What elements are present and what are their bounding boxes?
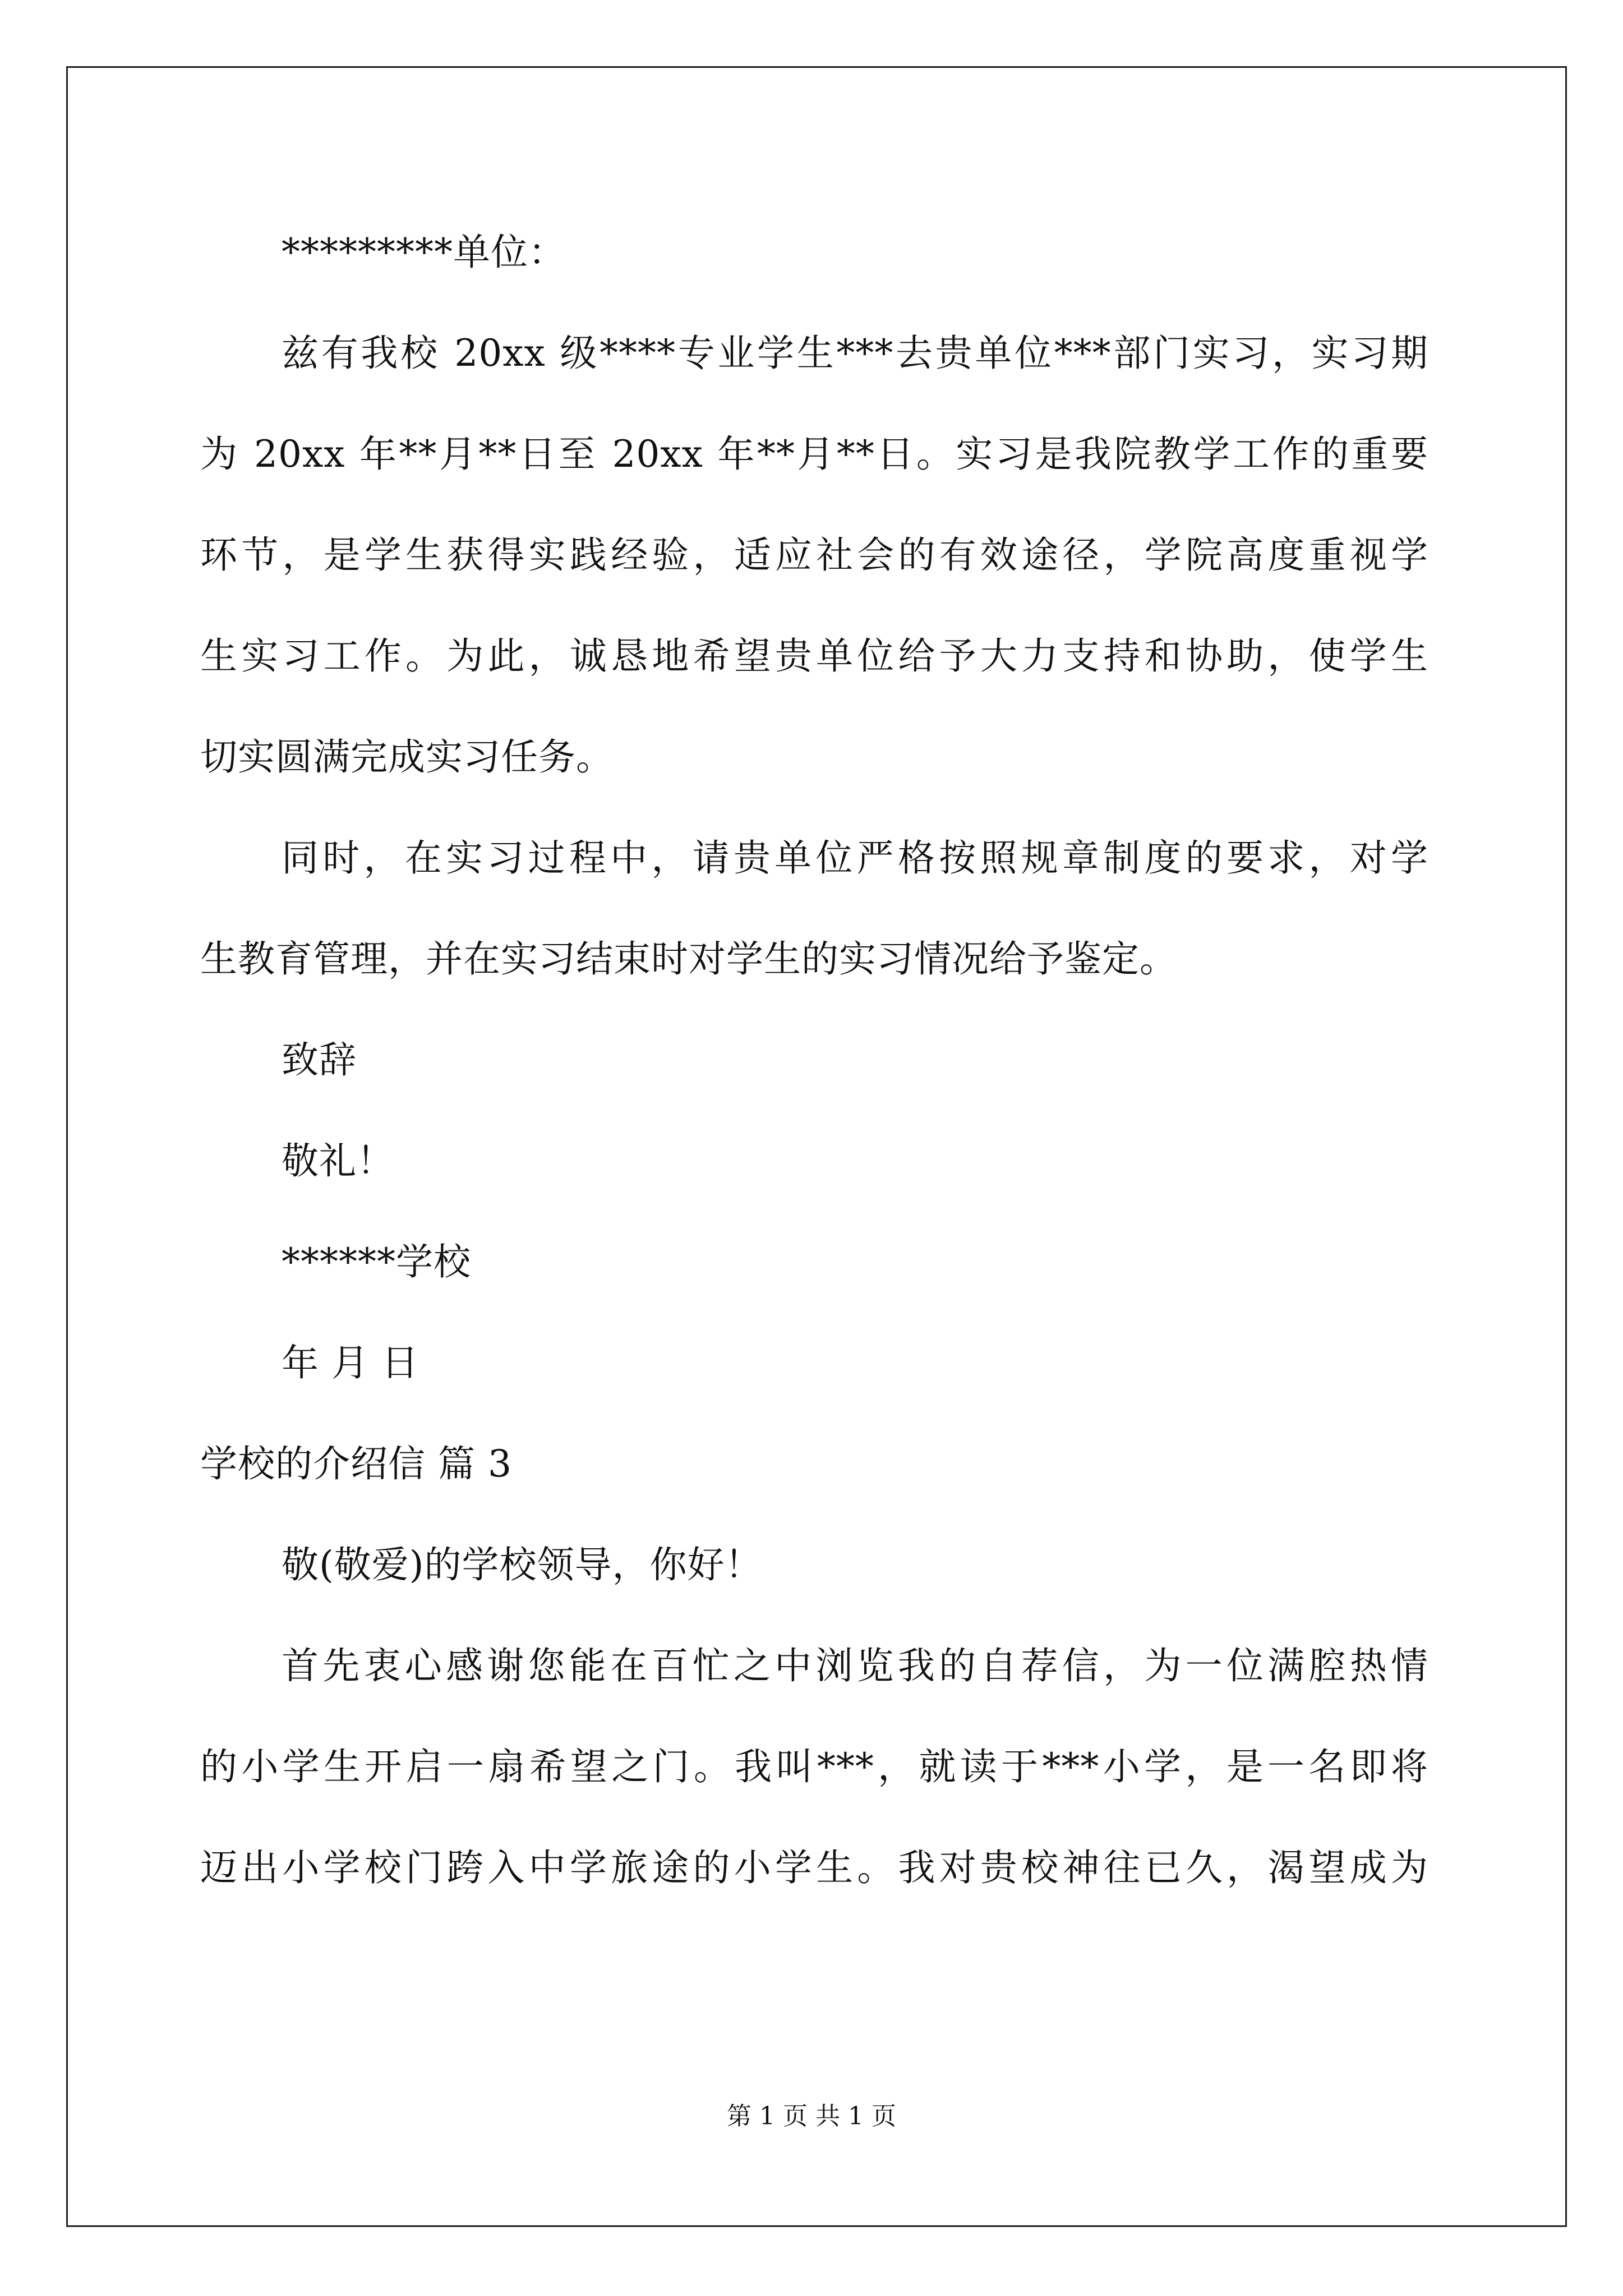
page-number-footer: 第 1 页 共 1 页 <box>727 2102 896 2131</box>
paragraph-line: 切实圆满完成实习任务。 <box>200 735 614 779</box>
paragraph-line: 首先衷心感谢您能在百忙之中浏览我的自荐信，为一位满腔热情 <box>282 1644 1428 1687</box>
closing-line: 敬礼！ <box>282 1139 394 1182</box>
paragraph-line: 生教育管理，并在实习结束时对学生的实习情况给予鉴定。 <box>200 937 1177 981</box>
paragraph-line: 为 20xx 年**月**日至 20xx 年**月**日。实习是我院教学工作的重要 <box>200 432 1428 476</box>
paragraph-line: 同时，在实习过程中，请贵单位严格按照规章制度的要求，对学 <box>282 836 1428 880</box>
paragraph-line: 兹有我校 20xx 级****专业学生***去贵单位***部门实习，实习期 <box>282 332 1428 375</box>
salutation-line: 敬(敬爱)的学校领导，你好！ <box>282 1543 763 1586</box>
paragraph-line: 环节，是学生获得实践经验，适应社会的有效途径，学院高度重视学 <box>200 533 1428 577</box>
closing-line: 致辞 <box>282 1038 357 1082</box>
signature-line: ******学校 <box>282 1240 471 1283</box>
date-line: 年 月 日 <box>282 1341 419 1384</box>
paragraph-line: 的小学生开启一扇希望之门。我叫***，就读于***小学，是一名即将 <box>200 1745 1428 1788</box>
paragraph-line: 迈出小学校门跨入中学旅途的小学生。我对贵校神往已久，渴望成为 <box>200 1846 1428 1889</box>
paragraph-line: 生实习工作。为此，诚恳地希望贵单位给予大力支持和协助，使学生 <box>200 634 1428 678</box>
section-heading: 学校的介绍信 篇 3 <box>200 1442 512 1485</box>
salutation-line: *********单位： <box>282 231 566 274</box>
